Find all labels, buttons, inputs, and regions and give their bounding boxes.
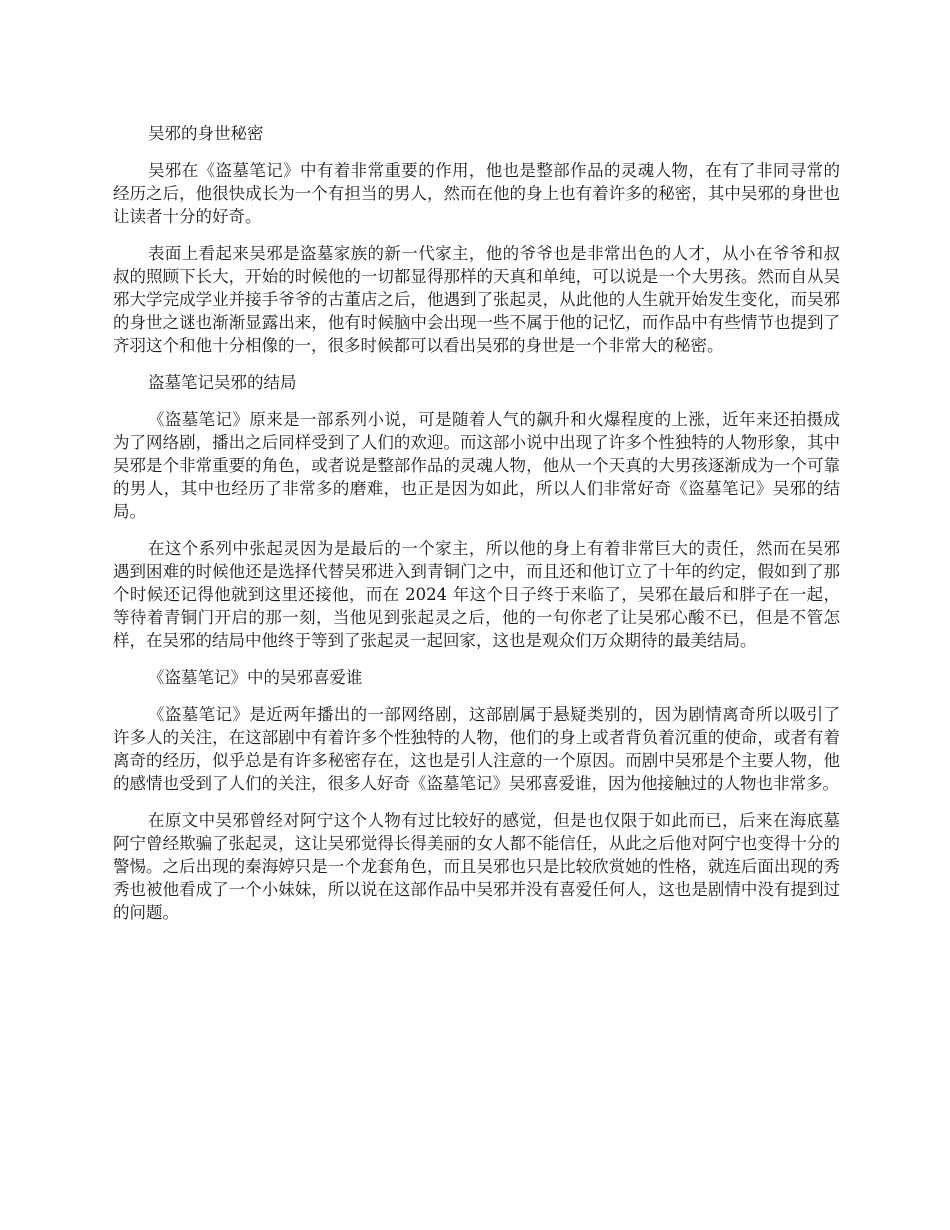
paragraph: 表面上看起来吴邪是盗墓家族的新一代家主，他的爷爷也是非常出色的人才，从小在爷爷和叔叔的照顾下长大，开始的时候他的一切都显得那样的天真和单纯，可以说是一个大男孩。然而自从吴邪大学完成学业并接手爷爷的古董店之后，他遇到了张起灵，从此他的人生就开始发生变化，而吴邪的身世之谜也渐渐显露出来，他有时候脑中会出现一些不属于他的记忆，而作品中有些情节也提到了齐羽这个和他十分相像的一，很多时候都可以看出吴邪的身世是一个非常大的秘密。 xyxy=(113,244,840,355)
paragraph: 在原文中吴邪曾经对阿宁这个人物有过比较好的感觉，但是也仅限于如此而已，后来在海底墓阿宁曾经欺骗了张起灵，这让吴邪觉得长得美丽的女人都不能信任，从此之后他对阿宁也变得十分的警惕。之后出现的秦海婷只是一个龙套角色，而且吴邪也只是比较欣赏她的性格，就连后面出现的秀秀也被他看成了一个小妹妹，所以说在这部作品中吴邪并没有喜爱任何人，这也是剧情中没有提到过的问题。 xyxy=(113,811,840,922)
section-love xyxy=(113,666,840,924)
section-ending xyxy=(113,371,840,652)
section-origin xyxy=(113,122,840,357)
paragraph: 《盗墓笔记》原来是一部系列小说，可是随着人气的飙升和火爆程度的上涨，近年来还拍摄成为了网络剧，播出之后同样受到了人们的欢迎。而这部小说中出现了许多个性独特的人物形象，其中吴邪是个非常重要的角色，或者说是整部作品的灵魂人物，他从一个天真的大男孩逐渐成为一个可靠的男人，其中也经历了非常多的磨难，也正是因为如此，所以人们非常好奇《盗墓笔记》吴邪的结局。 xyxy=(113,410,840,521)
document-page xyxy=(113,122,840,938)
paragraph: 《盗墓笔记》是近两年播出的一部网络剧，这部剧属于悬疑类别的，因为剧情离奇所以吸引了许多人的关注，在这部剧中有着许多个性独特的人物，他们的身上或者背负着沉重的使命，或者有着离奇的经历，似乎总是有许多秘密存在，这也是引人注意的一个原因。而剧中吴邪是个主要人物，他的感情也受到了人们的关注，很多人好奇《盗墓笔记》吴邪喜爱谁，因为他接触过的人物也非常多。 xyxy=(113,705,840,793)
paragraph: 吴邪在《盗墓笔记》中有着非常重要的作用，他也是整部作品的灵魂人物，在有了非同寻常的经历之后，他很快成长为一个有担当的男人，然而在他的身上也有着许多的秘密，其中吴邪的身世也让读者十分的好奇。 xyxy=(113,161,840,226)
section-heading: 《盗墓笔记》中的吴邪喜爱谁 xyxy=(148,668,363,687)
section-heading: 盗墓笔记吴邪的结局 xyxy=(148,373,297,392)
paragraph: 在这个系列中张起灵因为是最后的一个家主，所以他的身上有着非常巨大的责任，然而在吴邪遇到困难的时候他还是选择代替吴邪进入到青铜门之中，而且还和他订立了十年的约定，假如到了那个时候还记得他就到这里还接他，而在 2024 年这个日子终于来临了，吴邪在最后和胖子在一起，等待着青铜门开启的那一刻，当他见到张起灵之后，他的一句你老了让吴邪心酸不已，但是不管怎样，在吴邪的结局中他终于等到了张起灵一起回家，这也是观众们万众期待的最美结局。 xyxy=(113,539,840,650)
section-heading: 吴邪的身世秘密 xyxy=(148,124,264,143)
